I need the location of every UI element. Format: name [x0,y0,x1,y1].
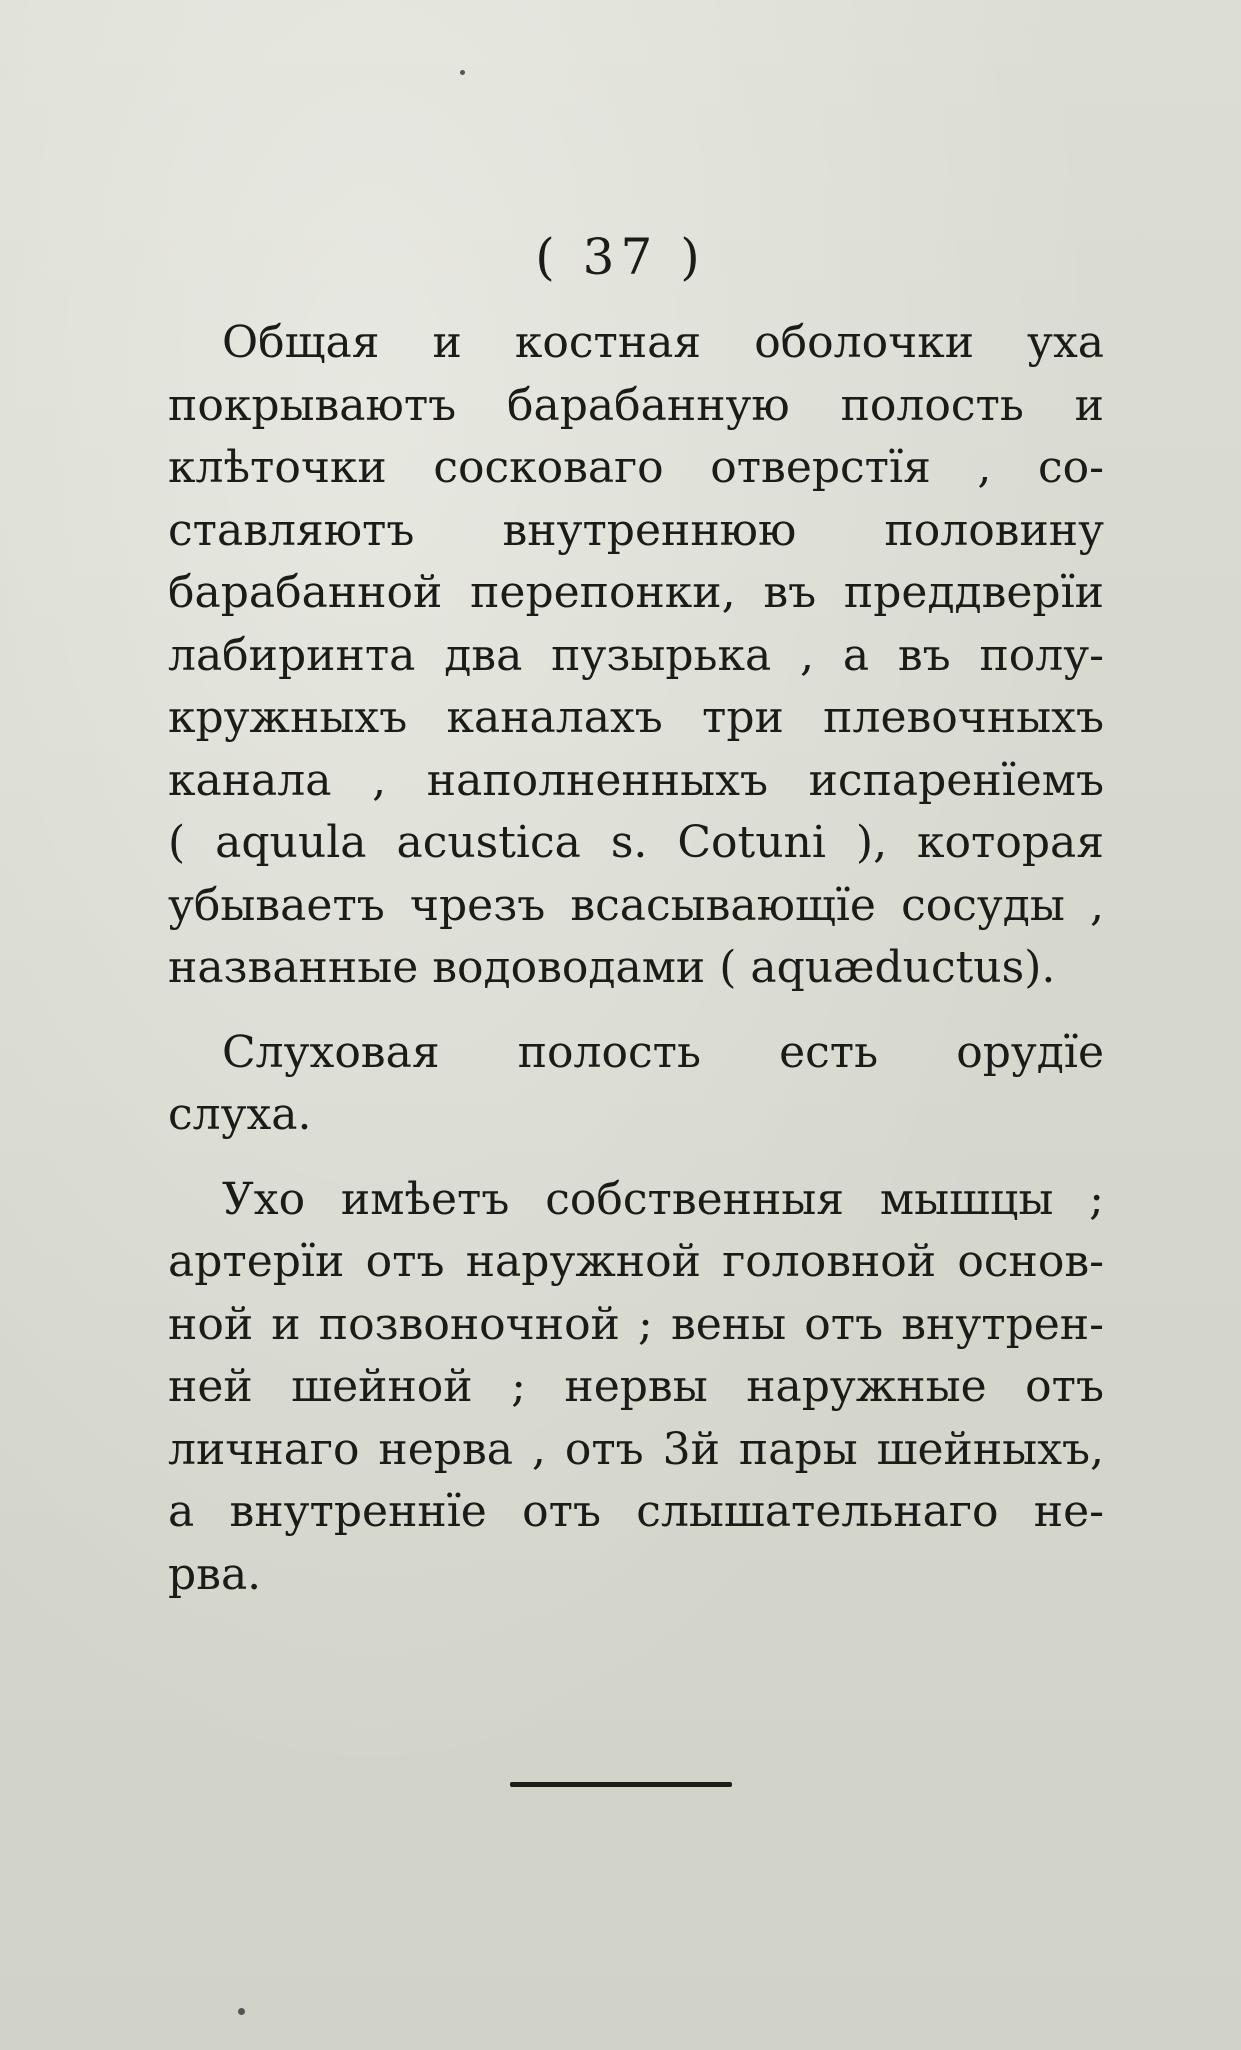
text-line: ставляютъ внутреннюю половину [168,504,1104,556]
page-number: ( 37 ) [535,228,706,286]
paper-speck [460,70,465,75]
section-divider [510,1782,732,1787]
text-line: ной и позвоночной ; вены отъ внутрен- [168,1298,1104,1350]
text-line: убываетъ чрезъ всасывающїе сосуды , [168,879,1104,931]
text-line: рва. [168,1548,262,1600]
text-line: Слуховая полость есть орудїе [222,1026,1104,1078]
text-line: ( aquula acustica s. Cotuni ), которая [168,817,1104,868]
text-line: названные водоводами ( aquæductus). [168,942,1056,993]
text-line: кружныхъ каналахъ три плевочныхъ [168,692,1104,743]
text-line: канала , наполненныхъ испаренїемъ [168,754,1104,806]
text-line: клѣточки сосковаго отверстїя , со- [168,442,1104,493]
body-text [168,312,1104,1606]
text-line: личнаго нерва , отъ 3й пары шейныхъ, [168,1423,1104,1475]
paper-speck [238,2008,245,2015]
text-line: а внутреннїе отъ слышательнаго не- [168,1486,1104,1537]
text-line: лабиринта два пузырька , а въ полу- [168,629,1104,681]
text-line: покрываютъ барабанную полость и [168,379,1104,431]
text-line: барабанной перепонки, въ преддверїи [168,567,1104,618]
text-line: ней шейной ; нервы наружные отъ [168,1361,1104,1412]
text-line: артерїи отъ наружной головной основ- [168,1236,1104,1287]
text-line: Общая и костная оболочки уха [222,317,1104,368]
text-line: Ухо имѣетъ собственныя мышцы ; [222,1173,1104,1225]
text-line: слуха. [168,1089,312,1140]
